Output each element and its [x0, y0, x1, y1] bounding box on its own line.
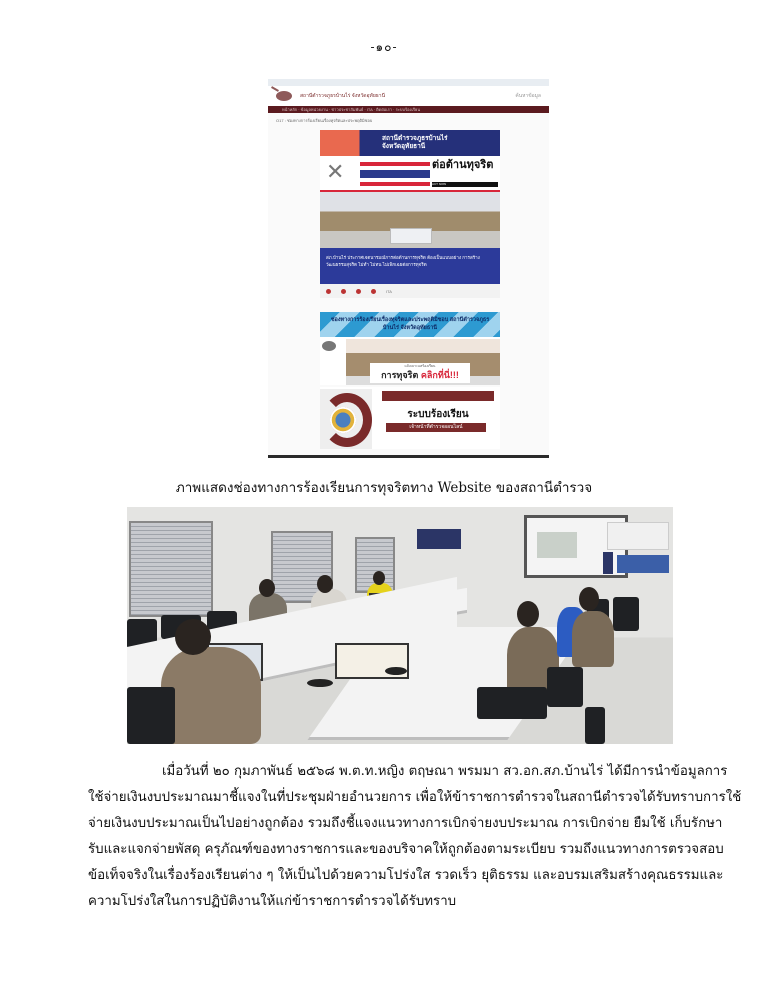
body-line: ข้อเท็จจริงในเรื่องร้องเรียนต่าง ๆ ให้เป็นไปด้วยความโปร่งใส รวดเร็ว ยุติธรรม และอบรมเสริมสร้างคุณธรรมและ — [88, 868, 724, 883]
click-here-link[interactable]: คลิกที่นี่!!! — [420, 370, 459, 380]
report-corruption-label — [370, 363, 470, 383]
microphone-icon — [307, 679, 333, 687]
website-site-name: สถานีตำรวจภูธรบ้านไร่ จังหวัดอุทัยธานี — [300, 93, 386, 99]
photo-chair — [613, 597, 639, 631]
page-number: -๑๐- — [370, 40, 398, 54]
online-complaint-system-banner[interactable] — [320, 387, 500, 449]
body-line: รับและแจกจ่ายพัสดุ ครุภัณฑ์ของทางราชการและของบริจาคให้ถูกต้องตามระเบียบ รวมถึงแนวทางการตรวจสอบ — [88, 842, 724, 857]
website-breadcrumb: O17 : ช่องทางการร้องเรียนเรื่องทุจริตและประพฤติมิชอบ — [276, 118, 373, 123]
report-corruption-title — [370, 369, 470, 381]
photo-wall-poster — [417, 529, 461, 549]
photo-person-head — [517, 601, 539, 627]
photo-person-head — [259, 579, 275, 597]
photo-chair — [547, 667, 583, 707]
report-corruption-big: การทุจริต — [381, 370, 419, 380]
report-corruption-banner[interactable] — [320, 337, 500, 385]
website-screenshot — [268, 79, 549, 458]
photo-person-head — [175, 619, 211, 655]
poster-group-photo — [320, 190, 500, 248]
photo-wall-poster — [603, 552, 613, 574]
microphone-icon — [385, 667, 407, 675]
ita-badge: ITA — [386, 288, 392, 294]
photo-chair — [477, 687, 547, 719]
thai-flag-stripes — [360, 162, 430, 186]
facebook-icon — [326, 289, 331, 294]
body-line: ความโปร่งใสในการปฏิบัติงานให้แก่ข้าราชการตำรวจได้รับทราบ — [88, 894, 457, 909]
police-logo-icon — [276, 91, 292, 101]
complaint-channel-banner[interactable]: ช่องทางการร้องเรียนเรื่องทุจริตและประพฤติมิชอบ สถานีตำรวจภูธรบ้านไร่ จังหวัดอุทัยธานี — [320, 312, 500, 337]
website-search-link: ค้นหาข้อมูล — [515, 93, 541, 99]
figure-caption: ภาพแสดงช่องทางการร้องเรียนการทุจริตทาง Website ของสถานีตำรวจ — [175, 480, 593, 496]
banner-bar — [382, 391, 494, 401]
report-corruption-small: แจ้งเบาะแสร้องเรียน — [404, 364, 436, 368]
photo-person-head — [317, 575, 333, 593]
body-line: ใช้จ่ายเงินงบประมาณมาชี้แจงในที่ประชุมฝ่ายอำนวยการ เพื่อให้ข้าราชการตำรวจในสถานีตำรวจได้รับทราบการใช้ — [88, 790, 742, 805]
photo-wall-poster — [617, 555, 669, 573]
body-line: จ่ายเงินงบประมาณเป็นไปอย่างถูกต้อง รวมถึงชี้แจงแนวทางการเบิกจ่ายงบประมาณ การเบิกจ่าย ยืมใช้ เก็บรักษา — [88, 816, 723, 831]
web-icon — [356, 289, 361, 294]
police-logo-icon — [322, 341, 336, 351]
crossed-hands-icon: ✕ — [326, 160, 345, 185]
line-icon — [341, 289, 346, 294]
photo-person — [572, 611, 614, 667]
photo-chair — [585, 707, 605, 744]
poster-footer — [320, 284, 500, 298]
poster-header — [320, 130, 500, 156]
body-line: เมื่อวันที่ ๒๐ กุมภาพันธ์ ๒๕๖๘ พ.ต.ท.หญิง ตฤษณา พรมมา สว.อก.สภ.บ้านไร่ ได้มีการนำข้อมูลการ — [162, 764, 728, 779]
poster-header-line2: จังหวัดอุทัยธานี — [382, 143, 426, 150]
photo-person-head — [373, 571, 385, 585]
poster-caption: สภ.บ้านไร่ ประกาศเจตนารมณ์การต่อต้านการทุจริต ต้องเป็นแบบอย่าง การสร้างวัฒนธรรมสุจริต ไม่ทำ ไม่ทน ไม่เพิกเฉยต่อการทุจริต — [320, 248, 500, 284]
photo-window — [129, 521, 213, 617]
poster-slogan: ต่อต้านทุจริต — [432, 159, 494, 171]
website-nav-bar: หน้าหลัก · ข้อมูลหน่วยงาน · ข่าวประชาสัมพันธ์ · ITA · ติดต่อเรา · ระบบร้องเรียน — [268, 106, 549, 113]
body-paragraph — [88, 759, 742, 915]
photo-person — [161, 647, 261, 744]
police-emblem-icon — [330, 407, 356, 433]
anti-corruption-poster — [320, 130, 500, 298]
phone-icon — [371, 289, 376, 294]
complaint-system-title: ระบบร้องเรียน — [407, 409, 469, 420]
website-header — [268, 86, 549, 106]
photo-chair — [127, 687, 175, 744]
poster-header-line1: สถานีตำรวจภูธรบ้านไร่ — [382, 135, 448, 142]
meeting-table-shape — [390, 228, 432, 244]
poster-flag-section — [320, 156, 500, 190]
meeting-photo — [127, 507, 673, 744]
photo-person-head — [579, 587, 599, 611]
photo-wall-chart — [607, 522, 669, 550]
complaint-system-subtitle: เจ้าหน้าที่ตำรวจออนไลน์ — [386, 423, 486, 432]
browser-top-bar — [268, 79, 549, 86]
poster-slogan-sub: ACT NOW — [432, 182, 498, 187]
